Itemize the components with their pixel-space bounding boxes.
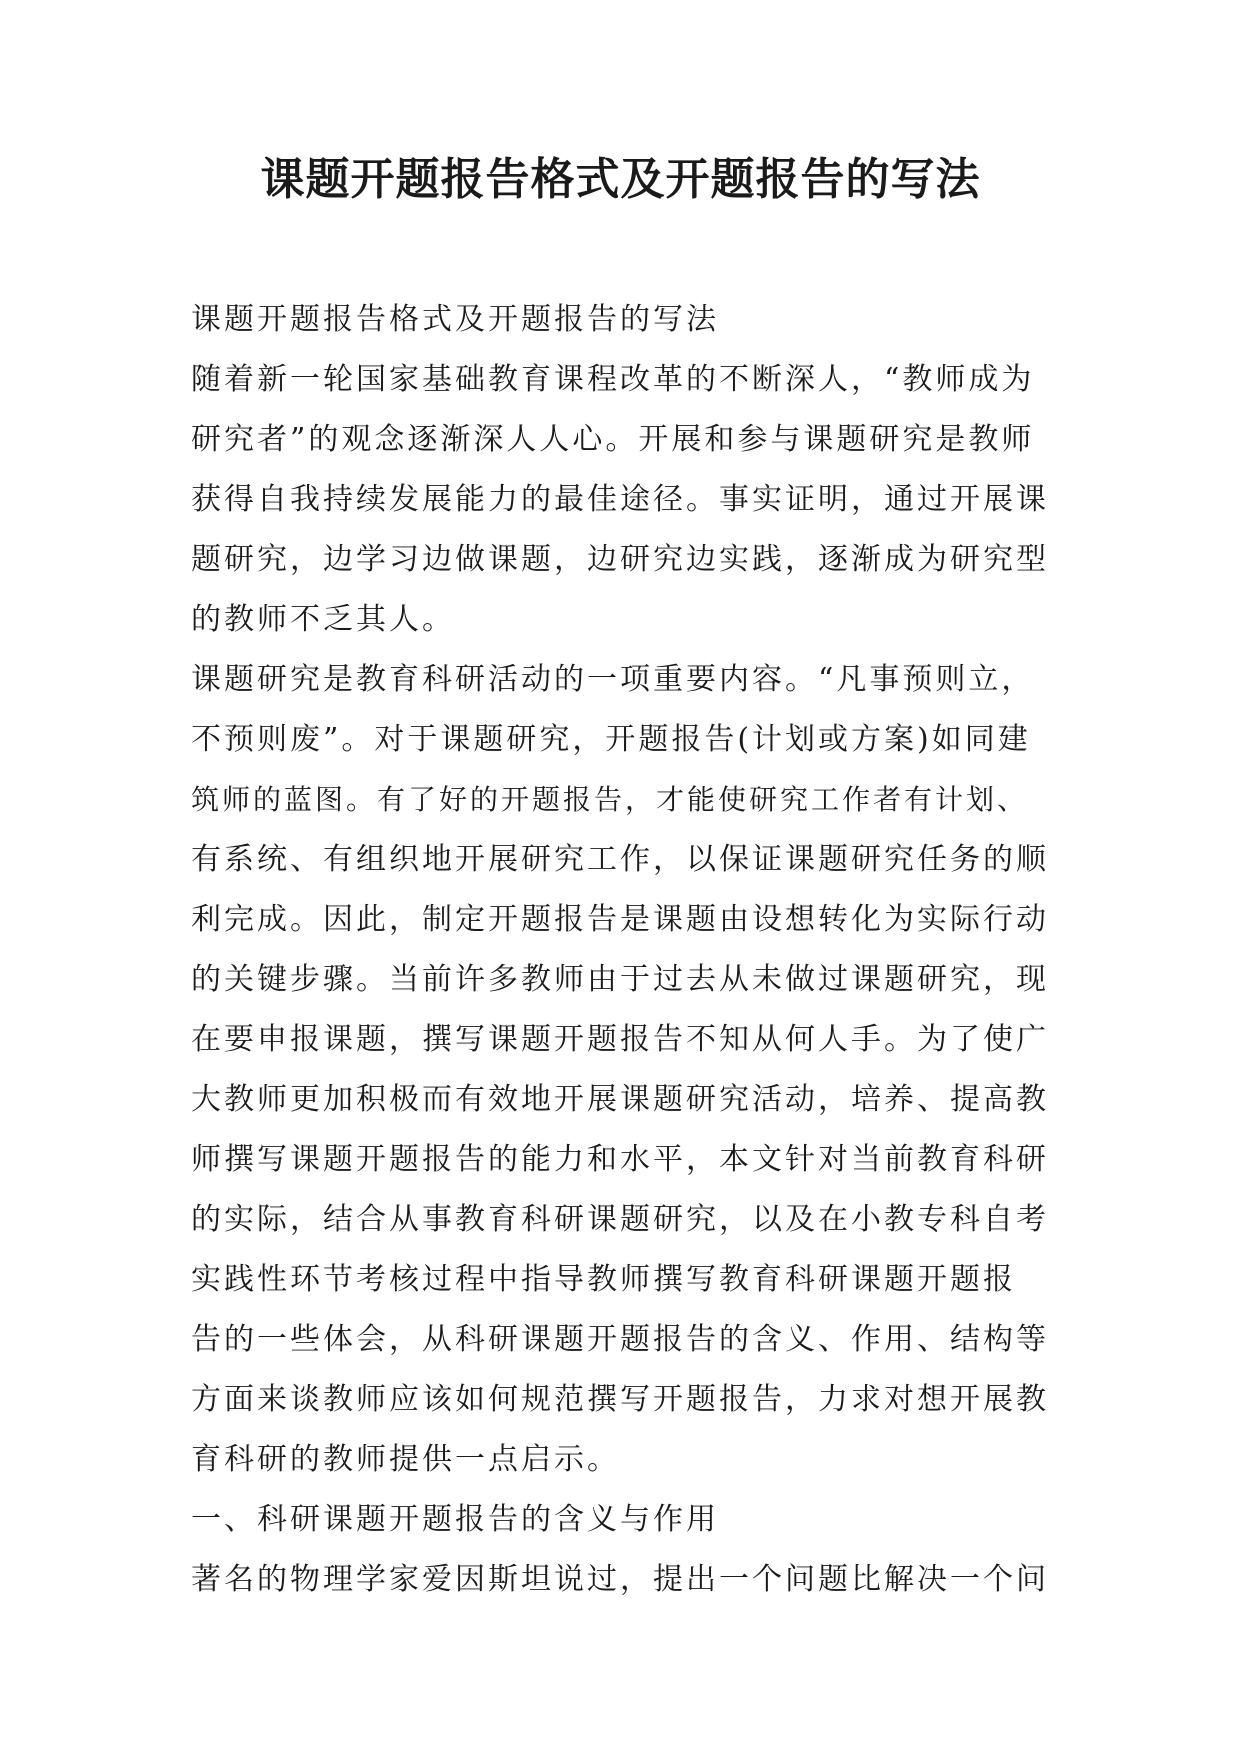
- text-line-10: 有系统、有组织地开展研究工作，以保证课题研究任务的顺: [191, 842, 1049, 877]
- document-body: [191, 290, 1053, 1610]
- text-line-17: 实践性环节考核过程中指导教师撰写教育科研课题开题报: [191, 1262, 1016, 1297]
- body-line: [191, 830, 1053, 890]
- text-line-4: 获得自我持续发展能力的最佳途径。事实证明，通过开展课: [191, 482, 1049, 517]
- text-line-3: 研究者”的观念逐渐深人人心。开展和参与课题研究是教师: [191, 422, 1035, 457]
- body-line: [191, 350, 1053, 410]
- document-title: 课题开题报告格式及开题报告的写法: [260, 154, 981, 205]
- body-line: [191, 1370, 1053, 1430]
- text-line-15: 师撰写课题开题报告的能力和水平，本文针对当前教育科研: [191, 1142, 1049, 1177]
- section-heading: [191, 1490, 1053, 1550]
- text-line-22: 著名的物理学家爱因斯坦说过，提出一个问题比解决一个问: [191, 1562, 1049, 1597]
- text-line-16: 的实际，结合从事教育科研课题研究，以及在小教专科自考: [191, 1202, 1049, 1237]
- text-line-20: 育科研的教师提供一点启示。: [191, 1442, 620, 1477]
- body-line: [191, 410, 1053, 470]
- body-line: [191, 650, 1053, 710]
- text-line-14: 大教师更加积极而有效地开展课题研究活动，培养、提高教: [191, 1082, 1049, 1117]
- text-line-11: 利完成。因此，制定开题报告是课题由设想转化为实际行动: [191, 902, 1049, 937]
- body-line: [191, 1010, 1053, 1070]
- text-line-21: 一、科研课题开题报告的含义与作用: [191, 1502, 719, 1537]
- body-line: [191, 530, 1053, 590]
- text-line-1: 课题开题报告格式及开题报告的写法: [191, 302, 719, 337]
- text-line-2: 随着新一轮国家基础教育课程改革的不断深人，“教师成为: [191, 362, 1035, 397]
- body-line: [191, 950, 1053, 1010]
- body-line: [191, 290, 1053, 350]
- text-line-6: 的教师不乏其人。: [191, 602, 455, 637]
- body-line: [191, 1310, 1053, 1370]
- text-line-9: 筑师的蓝图。有了好的开题报告，才能使研究工作者有计划、: [191, 783, 1029, 816]
- text-line-19: 方面来谈教师应该如何规范撰写开题报告，力求对想开展教: [191, 1382, 1049, 1417]
- body-line: [191, 710, 1053, 770]
- text-line-8: 不预则废”。对于课题研究，开题报告(计划或方案)如同建: [191, 722, 1031, 757]
- body-line: [191, 590, 1053, 650]
- text-line-7: 课题研究是教育科研活动的一项重要内容。“凡事预则立，: [191, 662, 1035, 697]
- body-line: [191, 1430, 1053, 1490]
- body-line: [191, 890, 1053, 950]
- body-line: [191, 1190, 1053, 1250]
- body-line: [191, 470, 1053, 530]
- body-line: [191, 1250, 1053, 1310]
- body-line: [191, 1550, 1053, 1610]
- body-line: [191, 1130, 1053, 1190]
- text-line-5: 题研究，边学习边做课题，边研究边实践，逐渐成为研究型: [191, 542, 1049, 577]
- text-line-12: 的关键步骤。当前许多教师由于过去从未做过课题研究，现: [191, 962, 1049, 997]
- text-line-13: 在要申报课题，撰写课题开题报告不知从何人手。为了使广: [191, 1022, 1049, 1057]
- body-line: [191, 1070, 1053, 1130]
- body-line: [191, 770, 1053, 830]
- text-line-18: 告的一些体会，从科研课题开题报告的含义、作用、结构等: [191, 1322, 1049, 1357]
